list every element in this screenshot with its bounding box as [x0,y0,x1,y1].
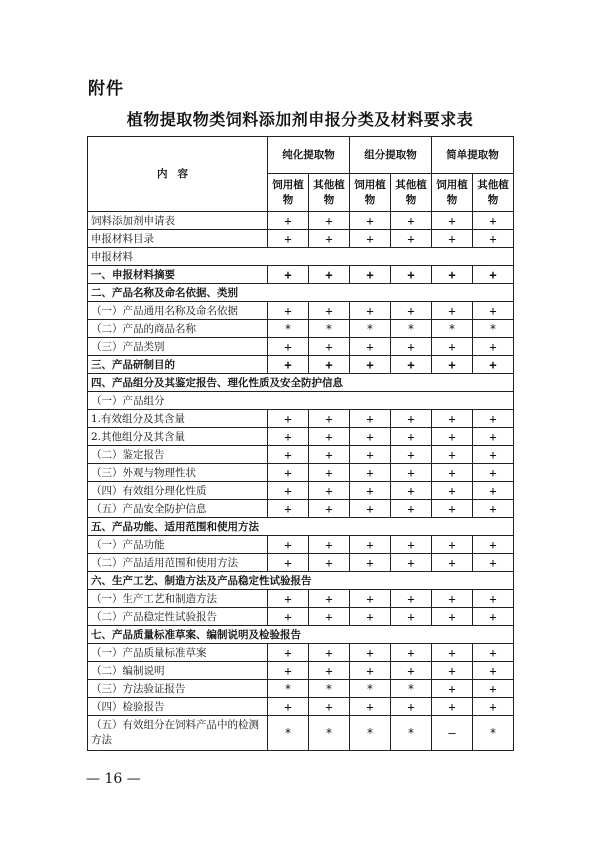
requirement-mark: + [350,536,391,554]
row-label: 饲料添加剂申请表 [88,212,268,230]
header-sub-other-plant: 其他植物 [473,174,514,212]
requirement-mark: + [350,608,391,626]
requirement-mark: + [350,266,391,284]
attachment-label: 附件 [88,79,124,99]
requirement-mark: + [432,482,473,500]
requirement-mark: + [309,212,350,230]
table-row [88,464,514,482]
row-label: （三）外观与物理性状 [88,464,268,482]
requirement-mark: + [391,698,432,716]
table-row [88,320,514,338]
requirement-mark: + [350,356,391,374]
requirement-mark: * [309,320,350,338]
requirement-mark: + [432,338,473,356]
table-row [88,572,514,590]
requirement-mark: + [391,266,432,284]
requirement-mark: + [391,230,432,248]
table-row [88,500,514,518]
requirement-mark: + [473,446,514,464]
requirement-mark: + [391,446,432,464]
requirement-mark: + [432,590,473,608]
table-row [88,716,514,751]
requirement-mark: + [473,230,514,248]
header-sub-feed-plant: 饲用植物 [432,174,473,212]
table-row [88,374,514,392]
requirement-mark: * [350,320,391,338]
table-row [88,212,514,230]
requirement-mark: + [391,644,432,662]
requirement-mark: + [432,356,473,374]
requirement-mark: + [391,464,432,482]
requirement-mark: + [309,410,350,428]
requirement-mark: + [432,500,473,518]
requirement-mark: * [473,716,514,751]
requirement-mark: + [391,608,432,626]
requirement-mark: + [473,482,514,500]
requirement-mark: + [391,536,432,554]
section-heading: 七、产品质量标准草案、编制说明及检验报告 [88,626,514,644]
requirement-mark: + [350,500,391,518]
requirement-mark: + [350,446,391,464]
requirement-mark: + [309,536,350,554]
requirement-mark: * [309,716,350,751]
requirement-mark: + [350,698,391,716]
requirement-mark: + [350,590,391,608]
requirement-mark: + [268,338,309,356]
requirement-mark: + [309,230,350,248]
requirement-mark: * [432,320,473,338]
requirement-mark: + [391,212,432,230]
requirement-mark: + [473,680,514,698]
requirement-mark: + [432,302,473,320]
row-label: （四）检验报告 [88,698,268,716]
requirement-mark: + [309,428,350,446]
requirement-mark: + [309,698,350,716]
requirement-mark: + [391,338,432,356]
page-number: — 16 — [86,771,141,787]
table-row [88,536,514,554]
requirement-mark: + [473,662,514,680]
row-label: （五）有效组分在饲料产品中的检测方法 [88,716,268,751]
requirement-mark: + [432,554,473,572]
requirement-mark: + [268,536,309,554]
table-row [88,356,514,374]
table-row [88,482,514,500]
requirement-mark: + [391,662,432,680]
row-label: （二）产品稳定性试验报告 [88,608,268,626]
section-heading: 申报材料 [88,248,514,266]
requirement-mark: + [473,554,514,572]
requirement-mark: * [473,320,514,338]
requirement-mark: + [309,608,350,626]
requirement-mark: * [268,716,309,751]
requirement-mark: + [473,590,514,608]
requirement-mark: + [309,554,350,572]
table-row [88,626,514,644]
table-row [88,428,514,446]
row-label: （一）生产工艺和制造方法 [88,590,268,608]
table-row [88,302,514,320]
section-heading: 二、产品名称及命名依据、类别 [88,284,514,302]
table-row [88,230,514,248]
requirement-mark: * [391,320,432,338]
table-row [88,392,514,410]
row-label: （四）有效组分理化性质 [88,482,268,500]
row-label: （二）产品适用范围和使用方法 [88,554,268,572]
requirement-mark: + [350,662,391,680]
requirement-mark: + [432,680,473,698]
row-label: （五）产品安全防护信息 [88,500,268,518]
row-label: （三）方法验证报告 [88,680,268,698]
table-row [88,284,514,302]
requirement-mark: + [350,410,391,428]
requirement-mark: + [350,212,391,230]
header-group-simple: 简单提取物 [432,137,514,174]
requirement-mark: + [391,428,432,446]
row-label: 1.有效组分及其含量 [88,410,268,428]
requirement-mark: + [350,644,391,662]
requirement-mark: + [473,338,514,356]
requirement-mark: * [391,716,432,751]
requirement-mark: + [391,500,432,518]
requirement-mark: + [309,446,350,464]
requirements-table [87,136,514,751]
header-group-component: 组分提取物 [350,137,432,174]
requirement-mark: + [268,356,309,374]
table-row [88,590,514,608]
requirement-mark: * [268,320,309,338]
requirement-mark: + [268,212,309,230]
requirement-mark: + [432,698,473,716]
table-row [88,680,514,698]
table-row [88,608,514,626]
requirement-mark: * [350,680,391,698]
requirement-mark: + [268,266,309,284]
table-body [88,212,514,751]
row-label: （二）编制说明 [88,662,268,680]
requirement-mark: + [432,464,473,482]
section-heading: （一）产品组分 [88,392,514,410]
requirement-mark: + [350,554,391,572]
header-content: 内容 [88,137,268,212]
requirement-mark: + [309,338,350,356]
table-row [88,554,514,572]
requirement-mark: + [432,428,473,446]
requirement-mark: + [391,356,432,374]
table-row [88,446,514,464]
requirement-mark: + [309,644,350,662]
header-sub-feed-plant: 饲用植物 [350,174,391,212]
requirement-mark: + [350,302,391,320]
requirement-mark: + [268,302,309,320]
requirement-mark: + [309,482,350,500]
row-label: （三）产品类别 [88,338,268,356]
requirement-mark: + [350,482,391,500]
header-sub-other-plant: 其他植物 [309,174,350,212]
requirement-mark: + [473,410,514,428]
requirement-mark: + [473,356,514,374]
requirement-mark: + [432,608,473,626]
requirement-mark: + [268,554,309,572]
requirement-mark: + [473,212,514,230]
requirement-mark: + [391,410,432,428]
requirement-mark: + [268,644,309,662]
row-label: 三、产品研制目的 [88,356,268,374]
requirement-mark: + [432,410,473,428]
requirement-mark: + [350,464,391,482]
requirement-mark: + [391,302,432,320]
requirement-mark: + [432,212,473,230]
requirement-mark: + [432,662,473,680]
requirement-mark: + [350,230,391,248]
requirement-mark: + [268,428,309,446]
requirement-mark: + [268,608,309,626]
requirement-mark: + [473,428,514,446]
requirement-mark: + [473,644,514,662]
table-row [88,266,514,284]
requirement-mark: * [268,680,309,698]
requirement-mark: + [309,500,350,518]
requirement-mark: * [391,680,432,698]
requirement-mark: + [473,266,514,284]
row-label: 一、申报材料摘要 [88,266,268,284]
requirement-mark: + [309,662,350,680]
section-heading: 五、产品功能、适用范围和使用方法 [88,518,514,536]
table-row [88,698,514,716]
row-label: （二）产品的商品名称 [88,320,268,338]
requirement-mark: + [473,302,514,320]
table-row [88,662,514,680]
row-label: （二）鉴定报告 [88,446,268,464]
requirement-mark: + [432,644,473,662]
row-label: （一）产品功能 [88,536,268,554]
requirement-mark: + [391,590,432,608]
requirement-mark: + [268,446,309,464]
header-sub-feed-plant: 饲用植物 [268,174,309,212]
requirement-mark: * [309,680,350,698]
requirement-mark: + [268,662,309,680]
table-row [88,338,514,356]
requirement-mark: + [309,302,350,320]
requirement-mark: + [432,230,473,248]
row-label: （一）产品通用名称及命名依据 [88,302,268,320]
requirement-mark: + [309,266,350,284]
table-row [88,248,514,266]
requirement-mark: + [268,698,309,716]
requirement-mark: + [268,500,309,518]
requirement-mark: + [268,230,309,248]
document-title: 植物提取物类饲料添加剂申报分类及材料要求表 [126,110,474,129]
row-label: 申报材料目录 [88,230,268,248]
requirement-mark: + [309,356,350,374]
table-row [88,644,514,662]
row-label: （一）产品质量标准草案 [88,644,268,662]
header-group-purified: 纯化提取物 [268,137,350,174]
requirement-mark: + [268,464,309,482]
requirement-mark: + [432,446,473,464]
requirement-mark: + [473,500,514,518]
section-heading: 四、产品组分及其鉴定报告、理化性质及安全防护信息 [88,374,514,392]
requirement-mark: * [350,716,391,751]
header-sub-other-plant: 其他植物 [391,174,432,212]
requirement-mark: + [268,590,309,608]
requirement-mark: + [432,536,473,554]
requirement-mark: + [473,698,514,716]
requirement-mark: + [391,482,432,500]
requirement-mark: – [432,716,473,751]
requirement-mark: + [473,536,514,554]
row-label: 2.其他组分及其含量 [88,428,268,446]
requirement-mark: + [473,464,514,482]
section-heading: 六、生产工艺、制造方法及产品稳定性试验报告 [88,572,514,590]
requirement-mark: + [268,410,309,428]
requirement-mark: + [391,554,432,572]
table-row [88,410,514,428]
requirement-mark: + [432,266,473,284]
requirement-mark: + [309,590,350,608]
requirement-mark: + [350,338,391,356]
requirement-mark: + [473,608,514,626]
requirement-mark: + [350,428,391,446]
table-row [88,518,514,536]
requirement-mark: + [309,464,350,482]
requirement-mark: + [268,482,309,500]
